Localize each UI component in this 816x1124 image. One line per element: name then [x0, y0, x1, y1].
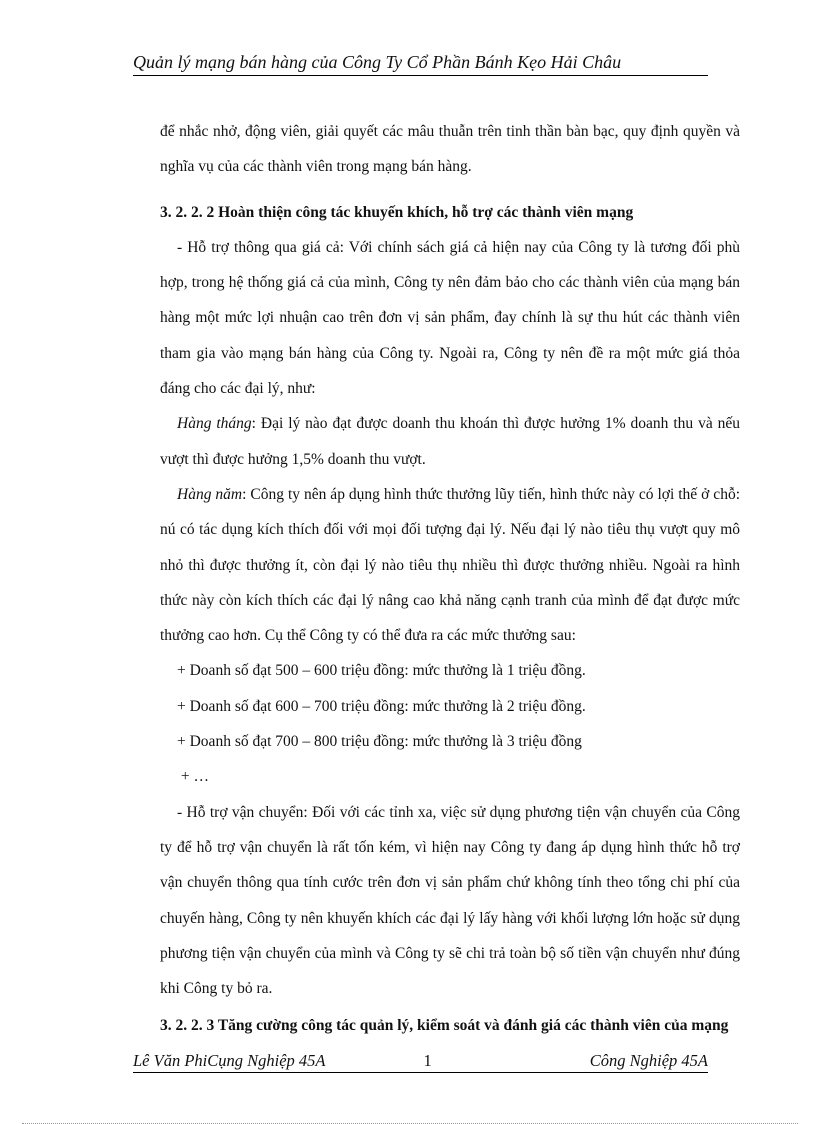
footer-author: Lê Văn PhiCụng Nghiệp 45A — [133, 1051, 326, 1070]
transport-support-paragraph: - Hỗ trợ vận chuyển: Đối với các tỉnh xa, việc sử dụng phương tiện vận chuyển của Công ty để hỗ trợ vận chuyển là rất tốn kém, vì hiện nay Công ty đang áp dụng hình thức hỗ trợ vận chuyển thông qua tính cước trên đơn vị sản phẩm chứ không tính theo tổng chi phí của chuyến hàng, Công ty nên khuyến khích các đại lý lấy hàng với khối lượng lớn hoặc sử dụng phương tiện vận chuyển của mình và Công ty sẽ chi trả toàn bộ số tiền vận chuyển như đúng khi Công ty bỏ ra. — [160, 803, 740, 998]
tier-item: + Doanh số đạt 500 – 600 triệu đồng: mức thưởng là 1 triệu đồng. — [177, 662, 586, 680]
price-support-paragraph: - Hỗ trợ thông qua giá cả: Với chính sách giá cả hiện nay của Công ty là tương đối phù hợp, trong hệ thống giá cả của mình, Công ty nên đảm bảo cho các thành viên của mạng bán hàng một mức lợi nhuận cao trên đơn vị sản phẩm, đay chính là sự thu hút các thành viên tham gia vào mạng bán hàng của Công ty. Ngoài ra, Công ty nên đề ra một mức giá thỏa đáng cho các đại lý, như: — [160, 238, 740, 398]
tier-item-ellipsis: + … — [177, 768, 209, 786]
tier-item: + Doanh số đạt 700 – 800 triệu đồng: mức thưởng là 3 triệu đồng — [177, 733, 582, 751]
intro-paragraph: để nhắc nhở, động viên, giải quyết các mâu thuẫn trên tinh thần bàn bạc, quy định quyền và nghĩa vụ của các thành viên trong mạng bán hàng. — [160, 123, 740, 176]
yearly-text: : Công ty nên áp dụng hình thức thưởng lũy tiến, hình thức này có lợi thế ở chỗ: nú có tác dụng kích thích đối với mọi đối tượng đại lý. Nếu đại lý nào tiêu thụ vượt quy mô nhỏ thì được thưởng ít, còn đại lý nào tiêu thụ nhiều thì được thưởng nhiều. Ngoài ra hình thức này còn kích thích các đại lý nâng cao khả năng cạnh tranh của mình để đạt được mức thưởng cao hơn. Cụ thể Công ty có thể đưa ra các mức thưởng sau: — [160, 485, 740, 645]
document-body — [160, 114, 740, 1044]
monthly-text: : Đại lý nào đạt được doanh thu khoán thì được hưởng 1% doanh thu và nếu vượt thì được hưởng 1,5% doanh thu vượt. — [160, 415, 740, 468]
monthly-label: Hàng tháng — [177, 415, 252, 433]
page-footer — [133, 1050, 708, 1073]
footer-class: Công Nghiệp 45A — [589, 1051, 708, 1070]
section-heading-3-2-2-3: 3. 2. 2. 3 Tăng cường công tác quản lý, kiểm soát và đánh giá các thành viên của mạng — [160, 1017, 729, 1035]
page-number: 1 — [423, 1051, 432, 1070]
yearly-label: Hàng năm — [177, 485, 243, 503]
yearly-paragraph — [160, 477, 740, 653]
tier-item: + Doanh số đạt 600 – 700 triệu đồng: mức thưởng là 2 triệu đồng. — [177, 697, 586, 715]
section-heading-3-2-2-2: 3. 2. 2. 2 Hoàn thiện công tác khuyến khích, hỗ trợ các thành viên mạng — [160, 203, 634, 221]
page-header — [133, 50, 708, 76]
monthly-paragraph — [160, 406, 740, 477]
header-title: Quản lý mạng bán hàng của Công Ty Cổ Phần Bánh Kẹo Hải Châu — [133, 52, 622, 72]
